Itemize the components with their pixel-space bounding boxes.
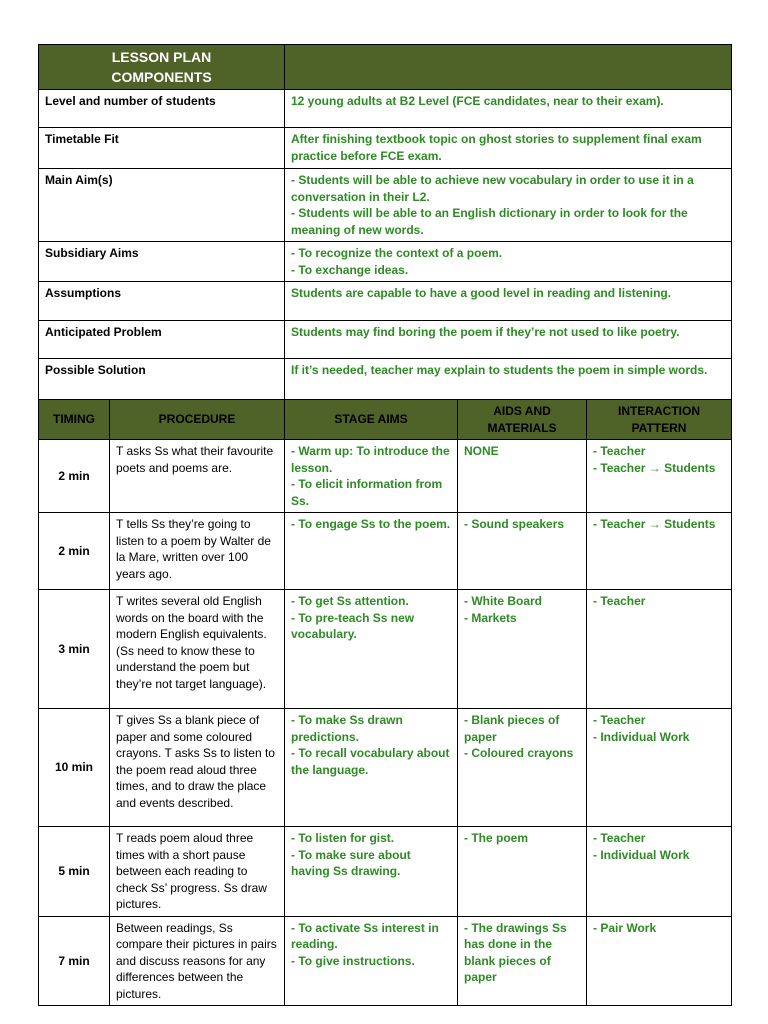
info-value-line: Students may find boring the poem if they’re not used to like poetry.: [291, 325, 680, 339]
stage-aims-line: - Warm up: To introduce the lesson.: [291, 444, 450, 475]
info-row: [39, 321, 732, 359]
stage-interaction-line: - Individual Work: [593, 729, 690, 744]
stage-procedure: T reads poem aloud three times with a short pause between each reading to check Ss’ progress. Ss draw pictures.: [110, 827, 285, 917]
stage-aids-line: - The drawings Ss has done in the blank pieces of paper: [464, 920, 567, 984]
stage-timing: 7 min: [39, 916, 110, 1006]
column-header-interaction: INTERACTION PATTERN: [587, 400, 732, 440]
stage-row: [39, 709, 732, 827]
stage-row: [39, 513, 732, 590]
stage-aids-line: - The poem: [464, 831, 529, 845]
header-empty-cell: [285, 45, 732, 90]
info-value: [285, 90, 732, 128]
lesson-plan-table: [38, 44, 732, 1006]
info-label: Subsidiary Aims: [39, 242, 285, 282]
info-value-line: Students are capable to have a good level in reading and listening.: [291, 286, 672, 300]
stage-aids: [458, 440, 587, 513]
info-value-line: - Students will be able to an English dictionary in order to look for the meaning of new words.: [291, 206, 688, 237]
stage-row: [39, 590, 732, 709]
stage-interaction: [587, 590, 732, 709]
stage-timing: 5 min: [39, 827, 110, 917]
stage-aims-line: - To elicit information from Ss.: [291, 477, 443, 508]
stage-interaction: [587, 916, 732, 1006]
column-header-aids: AIDS AND MATERIALS: [458, 400, 587, 440]
info-row: [39, 169, 732, 242]
stage-aims-line: - To make sure about having Ss drawing.: [291, 847, 411, 878]
info-value-line: 12 young adults at B2 Level (FCE candidates, near to their exam).: [291, 94, 664, 108]
info-value-line: After finishing textbook topic on ghost stories to supplement final exam practice before FCE exam.: [291, 132, 702, 163]
stage-aids: [458, 916, 587, 1006]
title-line-1: LESSON PLAN: [111, 49, 212, 65]
stage-interaction-line: - Individual Work: [593, 847, 690, 862]
stage-row: [39, 916, 732, 1006]
info-value-line: If it’s needed, teacher may explain to students the poem in simple words.: [291, 363, 708, 377]
stage-aims: [285, 513, 458, 590]
stage-timing: 10 min: [39, 709, 110, 827]
stage-aids-line: NONE: [464, 444, 499, 458]
stage-aids-line: - White Board: [464, 594, 542, 608]
stage-aids: [458, 513, 587, 590]
stage-aids: [458, 709, 587, 827]
stage-aims: [285, 440, 458, 513]
stage-interaction-line: - Teacher: [593, 713, 646, 727]
stage-aims-line: - To engage Ss to the poem.: [291, 517, 451, 531]
stage-procedure: T tells Ss they’re going to listen to a poem by Walter de la Mare, written over 100 years ago.: [110, 513, 285, 590]
info-value: [285, 128, 732, 169]
stage-aims-line: - To activate Ss interest in reading.: [291, 920, 439, 951]
column-header-timing: TIMING: [39, 400, 110, 440]
header-row: [39, 45, 732, 90]
stage-aims-line: - To make Ss drawn predictions.: [291, 713, 403, 744]
stage-timing: 2 min: [39, 440, 110, 513]
stage-procedure: T gives Ss a blank piece of paper and some coloured crayons. T asks Ss to listen to the poem read aloud three times, and to draw the place and events described.: [110, 709, 285, 827]
stage-aids-line: - Coloured crayons: [464, 746, 574, 760]
stage-aids: [458, 590, 587, 709]
stage-interaction: [587, 513, 732, 590]
stage-aims-line: - To recall vocabulary about the language.: [291, 746, 450, 777]
stage-aids-line: - Markets: [464, 610, 517, 625]
stage-interaction-line: - Teacher → Students: [593, 460, 716, 475]
stage-aims-line: - To get Ss attention.: [291, 594, 409, 608]
info-value-line: - To recognize the context of a poem.: [291, 246, 503, 260]
stage-timing: 2 min: [39, 513, 110, 590]
stage-interaction: [587, 709, 732, 827]
table-title: [39, 45, 285, 90]
info-label: Possible Solution: [39, 359, 285, 400]
info-row: [39, 90, 732, 128]
stage-interaction-line: - Pair Work: [593, 920, 657, 935]
info-label: Anticipated Problem: [39, 321, 285, 359]
info-value-line: - To exchange ideas.: [291, 262, 409, 277]
stage-aids-line: - Sound speakers: [464, 517, 565, 531]
stage-row: [39, 440, 732, 513]
stage-procedure: T writes several old English words on the board with the modern English equivalents. (Ss need to know these to understand the poem but they’re not target language).: [110, 590, 285, 709]
stage-aims: [285, 709, 458, 827]
stage-aims: [285, 590, 458, 709]
stage-aims-line: - To pre-teach Ss new vocabulary.: [291, 610, 415, 641]
stage-header-row: [39, 400, 732, 440]
info-value: [285, 321, 732, 359]
info-row: [39, 128, 732, 169]
info-value: [285, 169, 732, 242]
stage-aims: [285, 827, 458, 917]
stage-aims-line: - To give instructions.: [291, 953, 415, 968]
stage-interaction-line: - Teacher: [593, 444, 646, 458]
info-label: Assumptions: [39, 282, 285, 321]
stage-aids-line: - Blank pieces of paper: [464, 713, 560, 744]
stage-aims: [285, 916, 458, 1006]
info-label: Timetable Fit: [39, 128, 285, 169]
stage-interaction-line: - Teacher: [593, 594, 646, 608]
stage-row: [39, 827, 732, 917]
column-header-procedure: PROCEDURE: [110, 400, 285, 440]
info-row: [39, 282, 732, 321]
stage-aims-line: - To listen for gist.: [291, 831, 395, 845]
info-label: Level and number of students: [39, 90, 285, 128]
stage-interaction-line: - Teacher: [593, 831, 646, 845]
stage-aids: [458, 827, 587, 917]
stage-interaction: [587, 827, 732, 917]
stage-interaction-line: - Teacher → Students: [593, 517, 716, 531]
info-value: [285, 282, 732, 321]
column-header-stage-aims: STAGE AIMS: [285, 400, 458, 440]
stage-timing: 3 min: [39, 590, 110, 709]
info-value: [285, 242, 732, 282]
stage-interaction: [587, 440, 732, 513]
stage-procedure: T asks Ss what their favourite poets and poems are.: [110, 440, 285, 513]
title-line-2: COMPONENTS: [111, 69, 212, 85]
info-row: [39, 359, 732, 400]
info-label: Main Aim(s): [39, 169, 285, 242]
info-value: [285, 359, 732, 400]
stage-procedure: Between readings, Ss compare their pictures in pairs and discuss reasons for any differences between the pictures.: [110, 916, 285, 1006]
info-row: [39, 242, 732, 282]
info-value-line: - Students will be able to achieve new vocabulary in order to use it in a conversation in their L2.: [291, 173, 694, 204]
